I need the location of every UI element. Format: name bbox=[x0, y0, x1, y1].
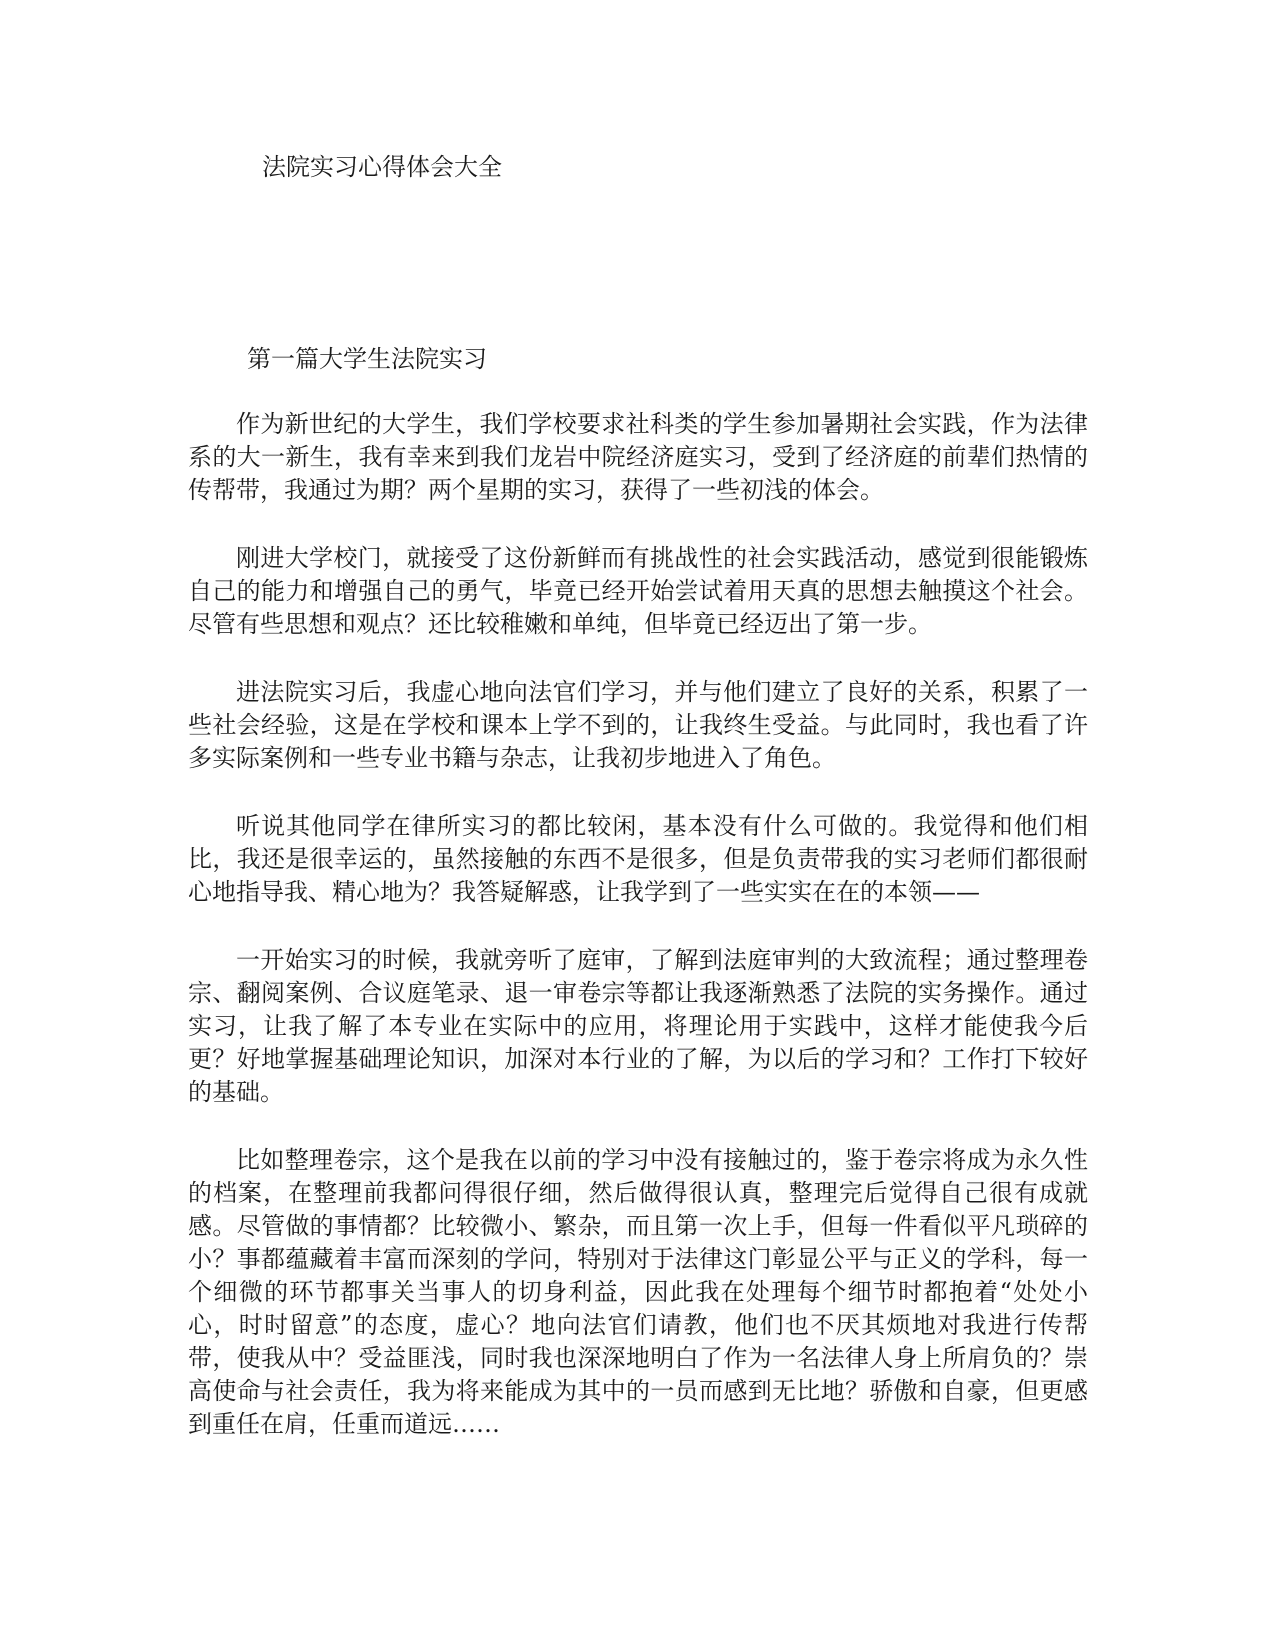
paragraph-2: 刚进大学校门，就接受了这份新鲜而有挑战性的社会实践活动，感觉到很能锻炼自己的能力和增强自己的勇气，毕竟已经开始尝试着用天真的思想去触摸这个社会。尽管有些思想和观点？还比较稚嫩和单纯，但毕竟已经迈出了第一步。 bbox=[188, 544, 1088, 638]
paragraph-3: 进法院实习后，我虚心地向法官们学习，并与他们建立了良好的关系，积累了一些社会经验，这是在学校和课本上学不到的，让我终生受益。与此同时，我也看了许多实际案例和一些专业书籍与杂志，让我初步地进入了角色。 bbox=[188, 678, 1088, 772]
paragraph-5: 一开始实习的时候，我就旁听了庭审，了解到法庭审判的大致流程；通过整理卷宗、翻阅案例、合议庭笔录、退一审卷宗等都让我逐渐熟悉了法院的实务操作。通过实习，让我了解了本专业在实际中的应用，将理论用于实践中，这样才能使我今后更？好地掌握基础理论知识，加深对本行业的了解，为以后的学习和？工作打下较好的基础。 bbox=[188, 946, 1088, 1106]
paragraph-4: 听说其他同学在律所实习的都比较闲，基本没有什么可做的。我觉得和他们相比，我还是很幸运的，虽然接触的东西不是很多，但是负责带我的实习老师们都很耐心地指导我、精心地为？我答疑解惑，让我学到了一些实实在在的本领—— bbox=[188, 812, 1088, 906]
document-title: 法院实习心得体会大全 bbox=[262, 153, 502, 181]
paragraph-6: 比如整理卷宗，这个是我在以前的学习中没有接触过的，鉴于卷宗将成为永久性的档案，在整理前我都问得很仔细，然后做得很认真，整理完后觉得自己很有成就感。尽管做的事情都？比较微小、繁杂，而且第一次上手，但每一件看似平凡琐碎的小？事都蕴藏着丰富而深刻的学问，特别对于法律这门彰显公平与正义的学科，每一个细微的环节都事关当事人的切身利益，因此我在处理每个细节时都抱着“处处小心，时时留意”的态度，虚心？地向法官们请教，他们也不厌其烦地对我进行传帮带，使我从中？受益匪浅，同时我也深深地明白了作为一名法律人身上所肩负的？崇高使命与社会责任，我为将来能成为其中的一员而感到无比地？骄傲和自豪，但更感到重任在肩，任重而道远…… bbox=[188, 1146, 1088, 1438]
paragraph-1: 作为新世纪的大学生，我们学校要求社科类的学生参加暑期社会实践，作为法律系的大一新生，我有幸来到我们龙岩中院经济庭实习，受到了经济庭的前辈们热情的传帮带，我通过为期？两个星期的实习，获得了一些初浅的体会。 bbox=[188, 410, 1088, 504]
section-heading: 第一篇大学生法院实习 bbox=[247, 345, 487, 373]
document-body bbox=[188, 408, 1088, 1476]
